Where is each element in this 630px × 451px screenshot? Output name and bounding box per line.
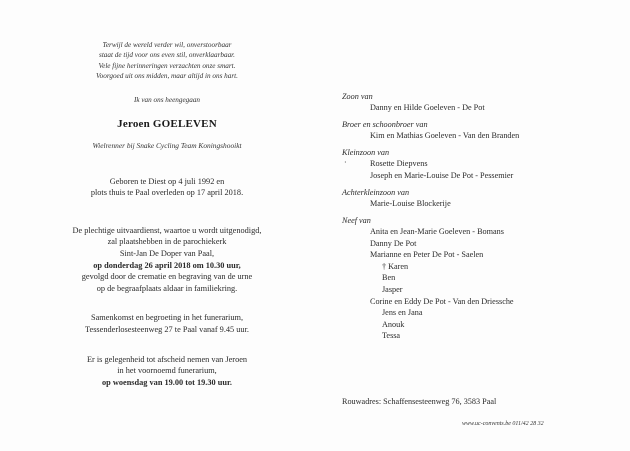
family-item: Kim en Mathias Goeleven - Van den Branden bbox=[370, 131, 520, 141]
group-heading: Kleinzoon van bbox=[342, 148, 390, 157]
service-line: op de begraafplaats aldaar in familiekring. bbox=[96, 283, 238, 293]
service-line: De plechtige uitvaardienst, waartoe u wordt uitgenodigd, bbox=[72, 225, 262, 235]
deceased-name bbox=[42, 118, 292, 130]
printer-footer bbox=[462, 421, 544, 427]
mourning-address: Rouwadres: Schaffensesteenweg 76, 3583 Paal bbox=[342, 397, 497, 406]
group-heading: Neef van bbox=[342, 215, 371, 225]
family-group-kleinzoon bbox=[342, 147, 612, 182]
family-item: Danny De Pot bbox=[370, 238, 417, 248]
family-group-zoon bbox=[342, 91, 612, 114]
family-group-broer bbox=[342, 119, 612, 142]
birth-line: Geboren te Diest op 4 juli 1992 en bbox=[109, 176, 225, 186]
last-name: GOELEVEN bbox=[152, 117, 217, 130]
family-item: Corine en Eddy De Pot - Van den Driessche bbox=[370, 296, 514, 306]
family-subitem: Jens en Jana bbox=[382, 308, 423, 318]
service-line: Sint-Jan De Doper van Paal, bbox=[119, 249, 215, 258]
family-subitem: † Karen bbox=[382, 261, 409, 271]
printer-website: www.uc-convents.be bbox=[462, 421, 511, 427]
printer-phone: 011/42 28 32 bbox=[512, 421, 544, 427]
family-column bbox=[342, 91, 612, 347]
service-paragraph bbox=[42, 225, 292, 295]
poem-line: Terwijl de wereld verder wil, onverstoorbaar bbox=[102, 41, 232, 49]
family-group-achterkleinzoon bbox=[342, 187, 612, 210]
family-item: Marie-Louise Blockerije bbox=[370, 199, 451, 208]
farewell-line: in het voornoemd funerarium, bbox=[117, 366, 217, 376]
group-heading: Broer en schoonbroer van bbox=[342, 120, 428, 129]
family-item: Joseph en Marie-Louise De Pot - Pessemier bbox=[370, 171, 514, 180]
gathering-line: Samenkomst en begroeting in het funerarium, bbox=[90, 313, 244, 323]
family-subitem: Jasper bbox=[382, 284, 403, 294]
farewell-paragraph bbox=[42, 354, 292, 389]
poem bbox=[42, 40, 292, 82]
family-item: Anita en Jean-Marie Goeleven - Bomans bbox=[370, 227, 504, 236]
service-line: zal plaatshebben in de parochiekerk bbox=[107, 237, 227, 247]
first-name: Jeroen bbox=[117, 117, 150, 130]
family-item: Danny en Hilde Goeleven - De Pot bbox=[370, 103, 485, 113]
birth-line: plots thuis te Paal overleden op 17 april 2018. bbox=[90, 188, 244, 198]
bullet-mark: · bbox=[344, 158, 347, 168]
family-item: Marianne en Peter De Pot - Saelen bbox=[370, 250, 484, 260]
family-item bbox=[342, 158, 612, 170]
farewell-line: Er is gelegenheid tot afscheid nemen van Jeroen bbox=[86, 354, 248, 364]
service-line: gevolgd door de crematie en begraving van de urne bbox=[81, 272, 253, 282]
gathering-paragraph bbox=[42, 312, 292, 335]
group-heading: Zoon van bbox=[342, 92, 373, 101]
poem-line: Voorgoed uit ons midden, maar altijd in ons hart. bbox=[96, 72, 238, 81]
poem-line: staat de tijd voor ons even stil, onverklaarbaar. bbox=[99, 51, 235, 60]
family-item-text: Rosette Diepvens bbox=[370, 159, 428, 169]
farewell-time: op woensdag van 19.00 tot 19.30 uur. bbox=[102, 377, 232, 387]
intro-text: Ik van ons heengegaan bbox=[133, 95, 201, 104]
service-date: op donderdag 26 april 2018 om 10.30 uur, bbox=[93, 260, 241, 270]
family-subitem: Anouk bbox=[382, 319, 405, 329]
birth-paragraph bbox=[42, 176, 292, 199]
left-column bbox=[42, 40, 292, 388]
gathering-line: Tessenderlosesteenweg 27 te Paal vanaf 9.45 uur. bbox=[85, 324, 249, 334]
family-subitem: Ben bbox=[382, 273, 396, 283]
role-text: Wielrenner bij Snake Cycling Team Koningshooikt bbox=[92, 140, 242, 150]
group-heading: Achterkleinzoon van bbox=[342, 187, 410, 197]
family-subitem: Tessa bbox=[382, 331, 401, 341]
poem-line: Vele fijne herinneringen verzachten onze smart. bbox=[98, 61, 236, 70]
family-group-neef bbox=[342, 215, 612, 342]
